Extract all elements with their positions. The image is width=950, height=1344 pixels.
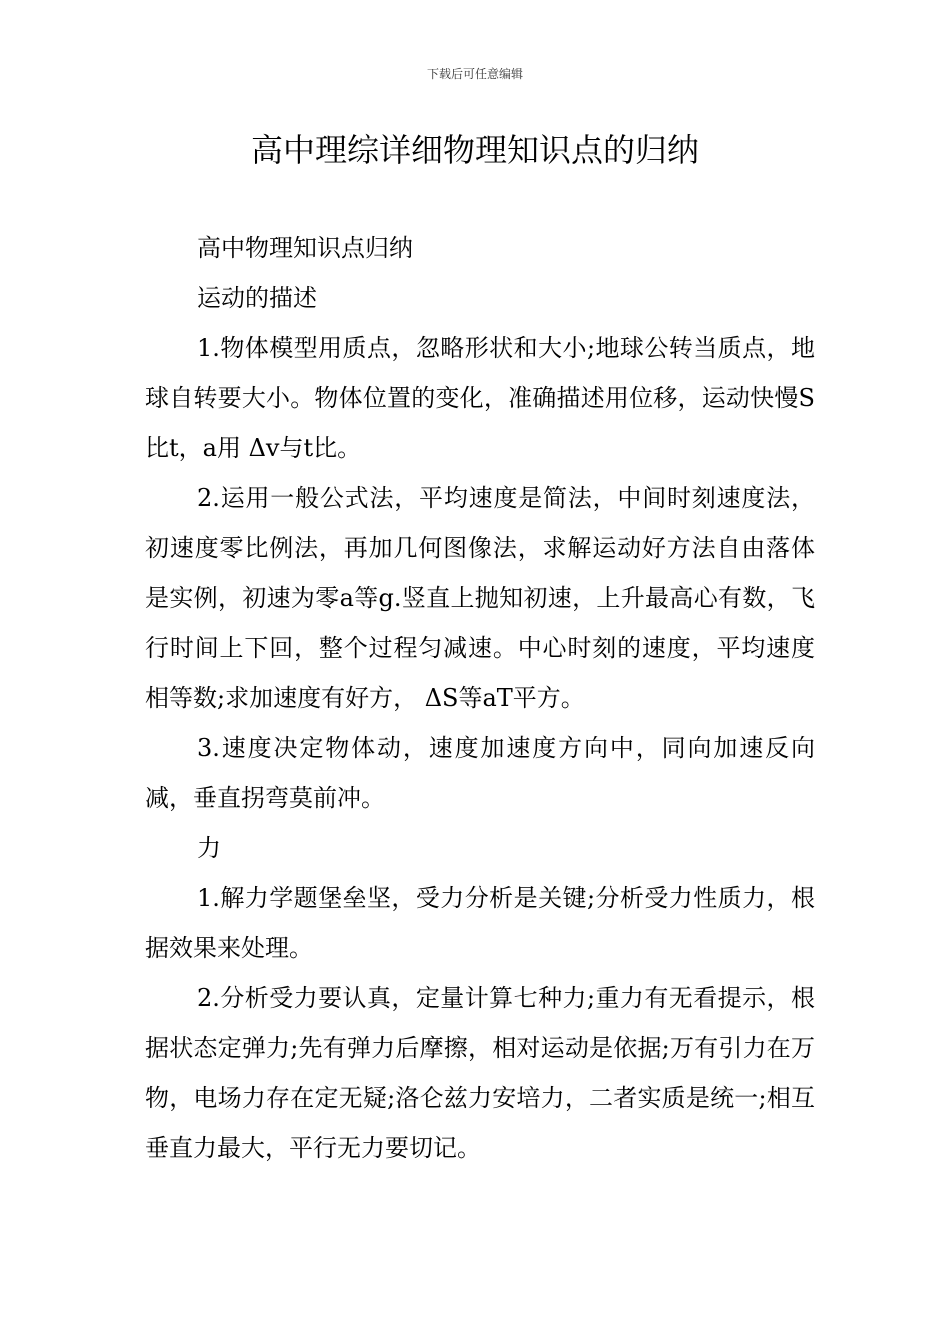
- section-heading: 力: [197, 834, 221, 862]
- section-heading: 高中物理知识点归纳: [197, 234, 413, 262]
- paragraph: 1.物体模型用质点，忽略形状和大小;地球公转当质点，地球自转要大小。物体位置的变化，准确描述用位移，运动快慢S比t，a用 Δv与t比。: [145, 334, 815, 462]
- header-note: 下载后可任意编辑: [426, 67, 523, 81]
- paragraph: 1.解力学题堡垒坚，受力分析是关键;分析受力性质力，根据效果来处理。: [145, 884, 815, 962]
- page-title: 高中理综详细物理知识点的归纳: [250, 131, 699, 169]
- paragraph: 2.运用一般公式法，平均速度是简法，中间时刻速度法，初速度零比例法，再加几何图像法，求解运动好方法自由落体是实例，初速为零a等g.竖直上抛知初速，上升最高心有数，飞行时间上下回，整个过程匀减速。中心时刻的速度，平均速度相等数;求加速度有好方， ΔS等aT平方。: [145, 484, 815, 712]
- document-body: [145, 223, 815, 1173]
- section-heading: 运动的描述: [197, 284, 317, 312]
- paragraph: 3.速度决定物体动，速度加速度方向中，同向加速反向减，垂直拐弯莫前冲。: [145, 734, 815, 812]
- paragraph: 2.分析受力要认真，定量计算七种力;重力有无看提示，根据状态定弹力;先有弹力后摩擦，相对运动是依据;万有引力在万物，电场力存在定无疑;洛仑兹力安培力，二者实质是统一;相互垂直力最大，平行无力要切记。: [145, 984, 815, 1162]
